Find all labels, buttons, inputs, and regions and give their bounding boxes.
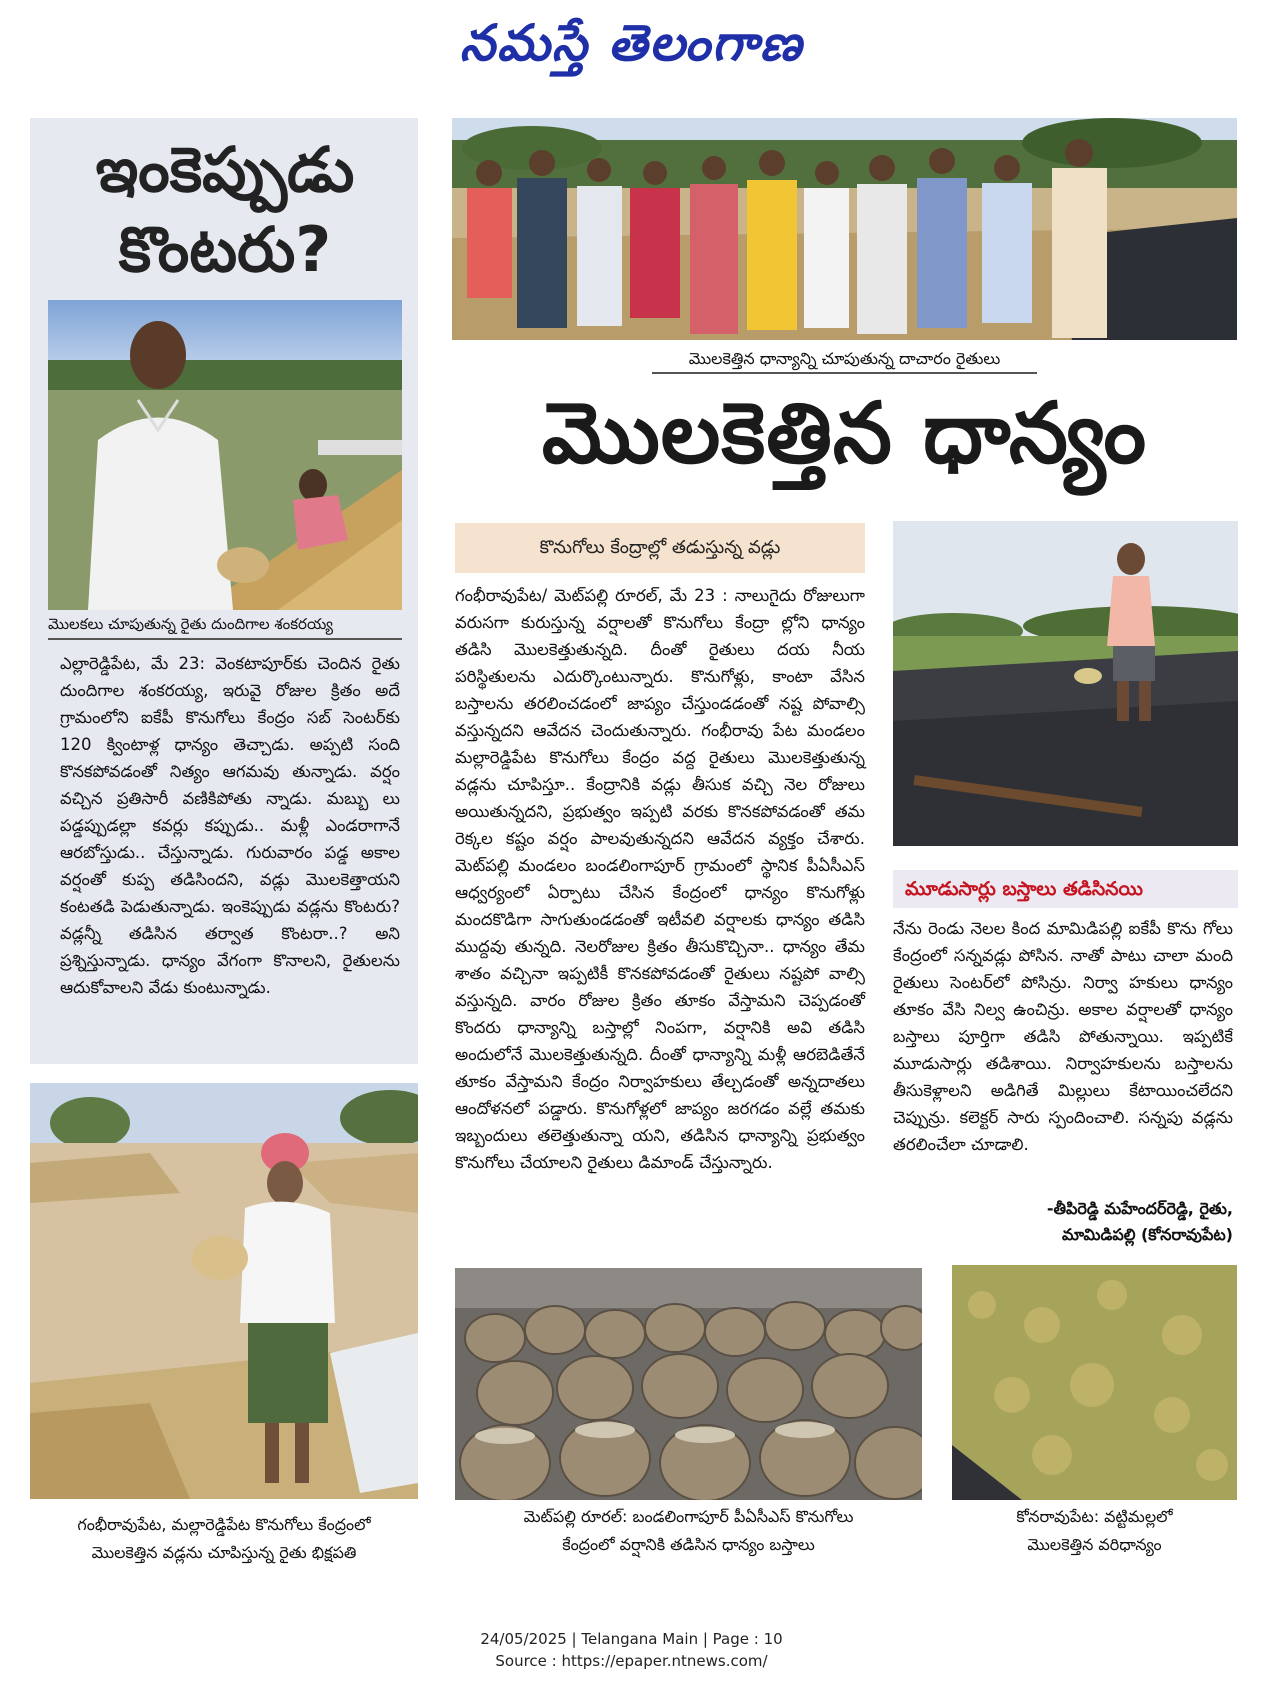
main-subheadline: కొనుగోలు కేంద్రాల్లో తడుస్తున్న వడ్లు (455, 523, 865, 573)
farmer-sprouts-photo (48, 300, 402, 610)
side-headline-line1: ఇంకెప్పుడు (95, 133, 355, 206)
bags-caption-line2: కేంద్రంలో వర్షానికి తడిసిన ధాన్యం బస్తాలు (562, 1535, 815, 1554)
farmer-photo-caption (30, 1511, 418, 1567)
grain-caption-line1: కోనరావుపేట: వట్టిమల్లలో (1016, 1507, 1173, 1526)
farmer-caption-line1: గంభీరావుపేట, మల్లారెడ్డిపేట కొనుగోలు కేంద్రంలో (77, 1515, 371, 1534)
wet-grain-bags-photo (455, 1268, 922, 1500)
grain-caption-line2: మొలకెత్తిన వరిధాన్యం (1027, 1535, 1162, 1554)
bags-photo-caption (455, 1503, 922, 1559)
side-story-body: ఎల్లారెడ్డిపేట, మే 23: వెంకటాపూర్‌కు చెందిన రైతు దుందిగాల శంకరయ్య, ఇరువై రోజుల క్రితం అదే గ్రామంలోని ఐకేపీ కొనుగోలు కేంద్రం సబ్ సెంటర్‌కు 120 క్వింటాళ్ల ధాన్యం తెచ్చాడు. అప్పటి సంది కొనకపోవడంతో నిత్యం ఆగమవు తున్నాడు. వర్షం వచ్చిన ప్రతిసారీ వణికిపోతు న్నాడు. మబ్బు లు పడ్డప్పుడల్లా కవర్లు కప్పుడు.. మళ్లీ ఎండరాగానే ఆరబోస్తుడు.. చేస్తున్నాడు. గురువారం పడ్డ అకాల వర్షంతో కుప్ప తడిసిందని, వడ్లు మొలకెత్తాయని కంటతడి పెడుతున్నాడు. ఇంకెప్పుడు వడ్లను కొంటరు? వడ్లన్నీ తడిసిన తర్వాత కొంటరా..? అని ప్రశ్నిస్తున్నాడు. ధాన్యం వేగంగా కొనాలని, రైతులను ఆదుకోవాలని వేడు కుంటున్నాడు. (60, 654, 400, 997)
footer (0, 1628, 1263, 1672)
sprouted-paddy-photo (952, 1265, 1237, 1500)
dacharam-farmers-photo (452, 118, 1237, 340)
quote-signature (893, 1196, 1233, 1248)
quote-body: నేను రెండు నెలల కింద మామిడిపల్లి ఐకేపీ కొను గోలు కేంద్రంలో సన్నవడ్లు పోసిన. నాతో పాటు చాలా మంది రైతులు సెంటర్‌లో పోసిన్రు. నిర్వా హకులు ధాన్యం తూకం వేసి నిల్వ ఉంచిన్రు. అకాల వర్షాలతో ధాన్యం బస్తాలు పూర్తిగా తడిసి పోతున్నాయి. ఇప్పటికే మూడుసార్లు తడిశాయి. నిర్వాహకులను బస్తాలను తీసుకెళ్లాలని అడిగితే మిల్లులు కేటాయించలేదని చెప్పున్రు. కలెక్టర్ సారు స్పందించాలి. సన్నపు వడ్లను తరలించేలా చూడాలి. (893, 919, 1233, 1154)
main-headline: మొలకెత్తిన ధాన్యం (541, 384, 1148, 482)
footer-source-line: Source : https://epaper.ntnews.com/ (495, 1652, 768, 1670)
signature-line2: మామిడిపల్లి (కోనరావుపేట) (1061, 1225, 1233, 1244)
farmer-on-tarpaulin-photo (893, 521, 1238, 846)
side-photo-caption: మొలకలు చూపుతున్న రైతు దుందిగాల శంకరయ్య (48, 614, 402, 640)
bags-caption-line1: మెట్‌పల్లి రూరల్: బండలింగాపూర్ పీఏసీఎస్ కొనుగోలు (523, 1507, 854, 1526)
quote-heading: మూడుసార్లు బస్తాలు తడిసినయి (893, 870, 1238, 908)
masthead: నమస్తే తెలంగాణ (459, 14, 804, 72)
main-story-body: గంభీరావుపేట/ మెట్‌పల్లి రూరల్, మే 23 : నాలుగైదు రోజులుగా వరుసగా కురుస్తున్న వర్షాలతో కొనుగోలు కేంద్రా ల్లోని ధాన్యం తడిసి మొలకెత్తుతున్నది. దీంతో రైతులు దయ నీయ పరిస్థితులను ఎదుర్కొంటున్నారు. కొనుగోళ్లు, కాంటా వేసిన బస్తాలను తరలించడంలో జాప్యం చేస్తుండడంతో నష్ట పోవాల్సి వస్తున్నదని ఆవేదన చెందుతున్నారు. గంభీరావు పేట మండలం మల్లారెడ్డిపేట కొనుగోలు కేంద్రం వద్ద రైతులు మొలకెత్తుతున్న వడ్లను చూపిస్తూ.. కేంద్రానికి వడ్లు తీసుక వచ్చి నెల రోజులు అయితున్నదని, ప్రభుత్వం ఇప్పటి వరకు కొనకపోవడంతో తమ రెక్కల కష్టం వర్షం పాలవుతున్నదని ఆవేదన వ్యక్తం చేశారు. మెట్‌పల్లి మండలం బండలింగాపూర్ గ్రామంలో స్థానిక పీఏసీఎస్ ఆధ్వర్యంలో ఏర్పాటు చేసిన కేంద్రంలో ధాన్యం కొనుగోళ్లు మందకొడిగా సాగుతుండడంతో ఇటీవలి వర్షాలకు ధాన్యం తడిసి ముద్దవు తున్నది. నెలరోజుల క్రితం తీసుకొచ్చినా.. ధాన్యం తేమ శాతం వచ్చినా ఇప్పటికీ కొనకపోవడంతో రైతులు నష్టపో వాల్సి వస్తున్నది. వారం రోజుల క్రితం తూకం వేస్తామని చెప్పడంతో కొందరు ధాన్యాన్ని బస్తాల్లో నింపగా, వర్షానికి అవి తడిసి అందులోనే మొలకెత్తుతున్నది. దీంతో ధాన్యాన్ని మళ్లీ ఆరబెడితేనే తూకం వేస్తామని కేంద్రం నిర్వాహకులు తేల్చడంతో అన్నదాతలు ఆందోళనలో పడ్డారు. కొనుగోళ్లలో జాప్యం జరగడం వల్లే తమకు ఇబ్బందులు తలెత్తుతున్నా యని, తడిసిన ధాన్యాన్ని ప్రభుత్వం కొనుగోలు చేయాలని రైతులు డిమాండ్ చేస్తున్నారు. (455, 586, 865, 1172)
side-headline-line2: కొంటరు? (118, 213, 332, 286)
top-photo-caption: మొలకెత్తిన ధాన్యాన్ని చూపుతున్న దాచారం రైతులు (652, 346, 1037, 374)
side-story-headline (40, 130, 410, 290)
grain-photo-caption (952, 1503, 1237, 1559)
farmer-caption-line2: మొలకెత్తిన వడ్లను చూపిస్తున్న రైతు భిక్షపతి (91, 1543, 357, 1562)
signature-line1: -తీపిరెడ్డి మహేందర్‌రెడ్డి, రైతు, (1046, 1199, 1233, 1218)
farmer-bhikshapathi-photo (30, 1083, 418, 1499)
footer-date-line: 24/05/2025 | Telangana Main | Page : 10 (480, 1630, 783, 1648)
